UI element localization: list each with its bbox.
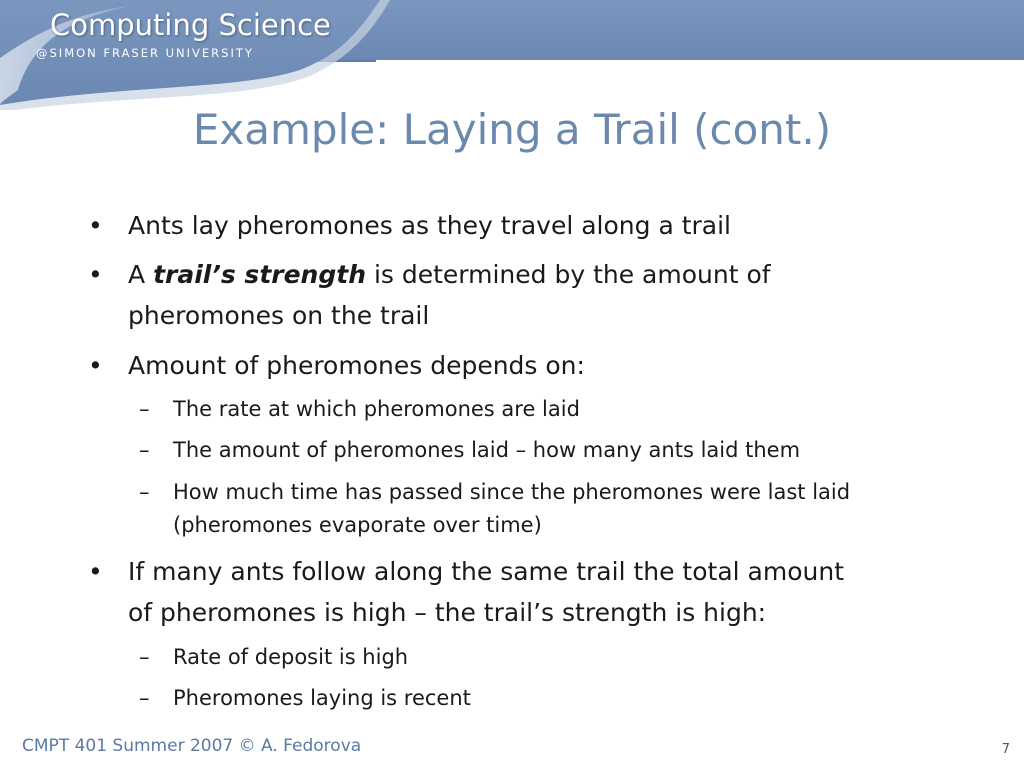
slide-title: Example: Laying a Trail (cont.) (192, 105, 832, 154)
brand-title: Computing Science (50, 8, 331, 42)
brand-subtitle: @SIMON FRASER UNIVERSITY (36, 46, 254, 60)
sub-bullet-dash: – (139, 397, 150, 421)
sub-bullet-item (139, 682, 953, 715)
bullet-text-rest: is determined by the amount of (366, 260, 771, 289)
sub-bullet-dash: – (139, 686, 150, 710)
sub-bullet-text: The rate at which pheromones are laid (173, 397, 580, 421)
footer-course: CMPT 401 Summer 2007 © A. Fedorova (22, 736, 362, 756)
bullet-text-continued: of pheromones is high – the trail’s strength is high: (128, 598, 767, 627)
bullet-text-prefix: A (128, 260, 154, 289)
bullet-item (88, 205, 948, 246)
page-number: 7 (1001, 742, 1010, 757)
sub-bullet-item (139, 641, 953, 674)
sub-bullet-text-continued: (pheromones evaporate over time) (173, 513, 542, 537)
sub-bullet-text: The amount of pheromones laid – how many ants laid them (173, 438, 801, 462)
bullet-item (88, 551, 948, 633)
bullet-text: If many ants follow along the same trail the total amount (128, 557, 845, 586)
sub-bullet-text: Rate of deposit is high (173, 645, 409, 669)
sub-bullet-dash: – (139, 645, 150, 669)
bullet-dot: • (88, 557, 103, 586)
sub-bullet-text: How much time has passed since the pheromones were last laid (173, 480, 851, 504)
sub-bullet-text: Pheromones laying is recent (173, 686, 471, 710)
header-banner (0, 0, 1024, 110)
sub-bullet-item (139, 393, 953, 426)
bullet-text-continued: pheromones on the trail (128, 301, 430, 330)
bullet-item (88, 345, 948, 386)
bullet-text: Ants lay pheromones as they travel along a trail (128, 211, 732, 240)
bullet-dot: • (88, 260, 103, 289)
bullet-item (88, 254, 948, 336)
bullet-dot: • (88, 351, 103, 380)
sub-bullet-item (139, 434, 953, 467)
bullet-emphasis: trail’s strength (153, 260, 366, 289)
sub-bullet-dash: – (139, 438, 150, 462)
bullet-text: Amount of pheromones depends on: (128, 351, 585, 380)
sub-bullet-item (139, 476, 953, 542)
sub-bullet-dash: – (139, 480, 150, 504)
bullet-dot: • (88, 211, 103, 240)
